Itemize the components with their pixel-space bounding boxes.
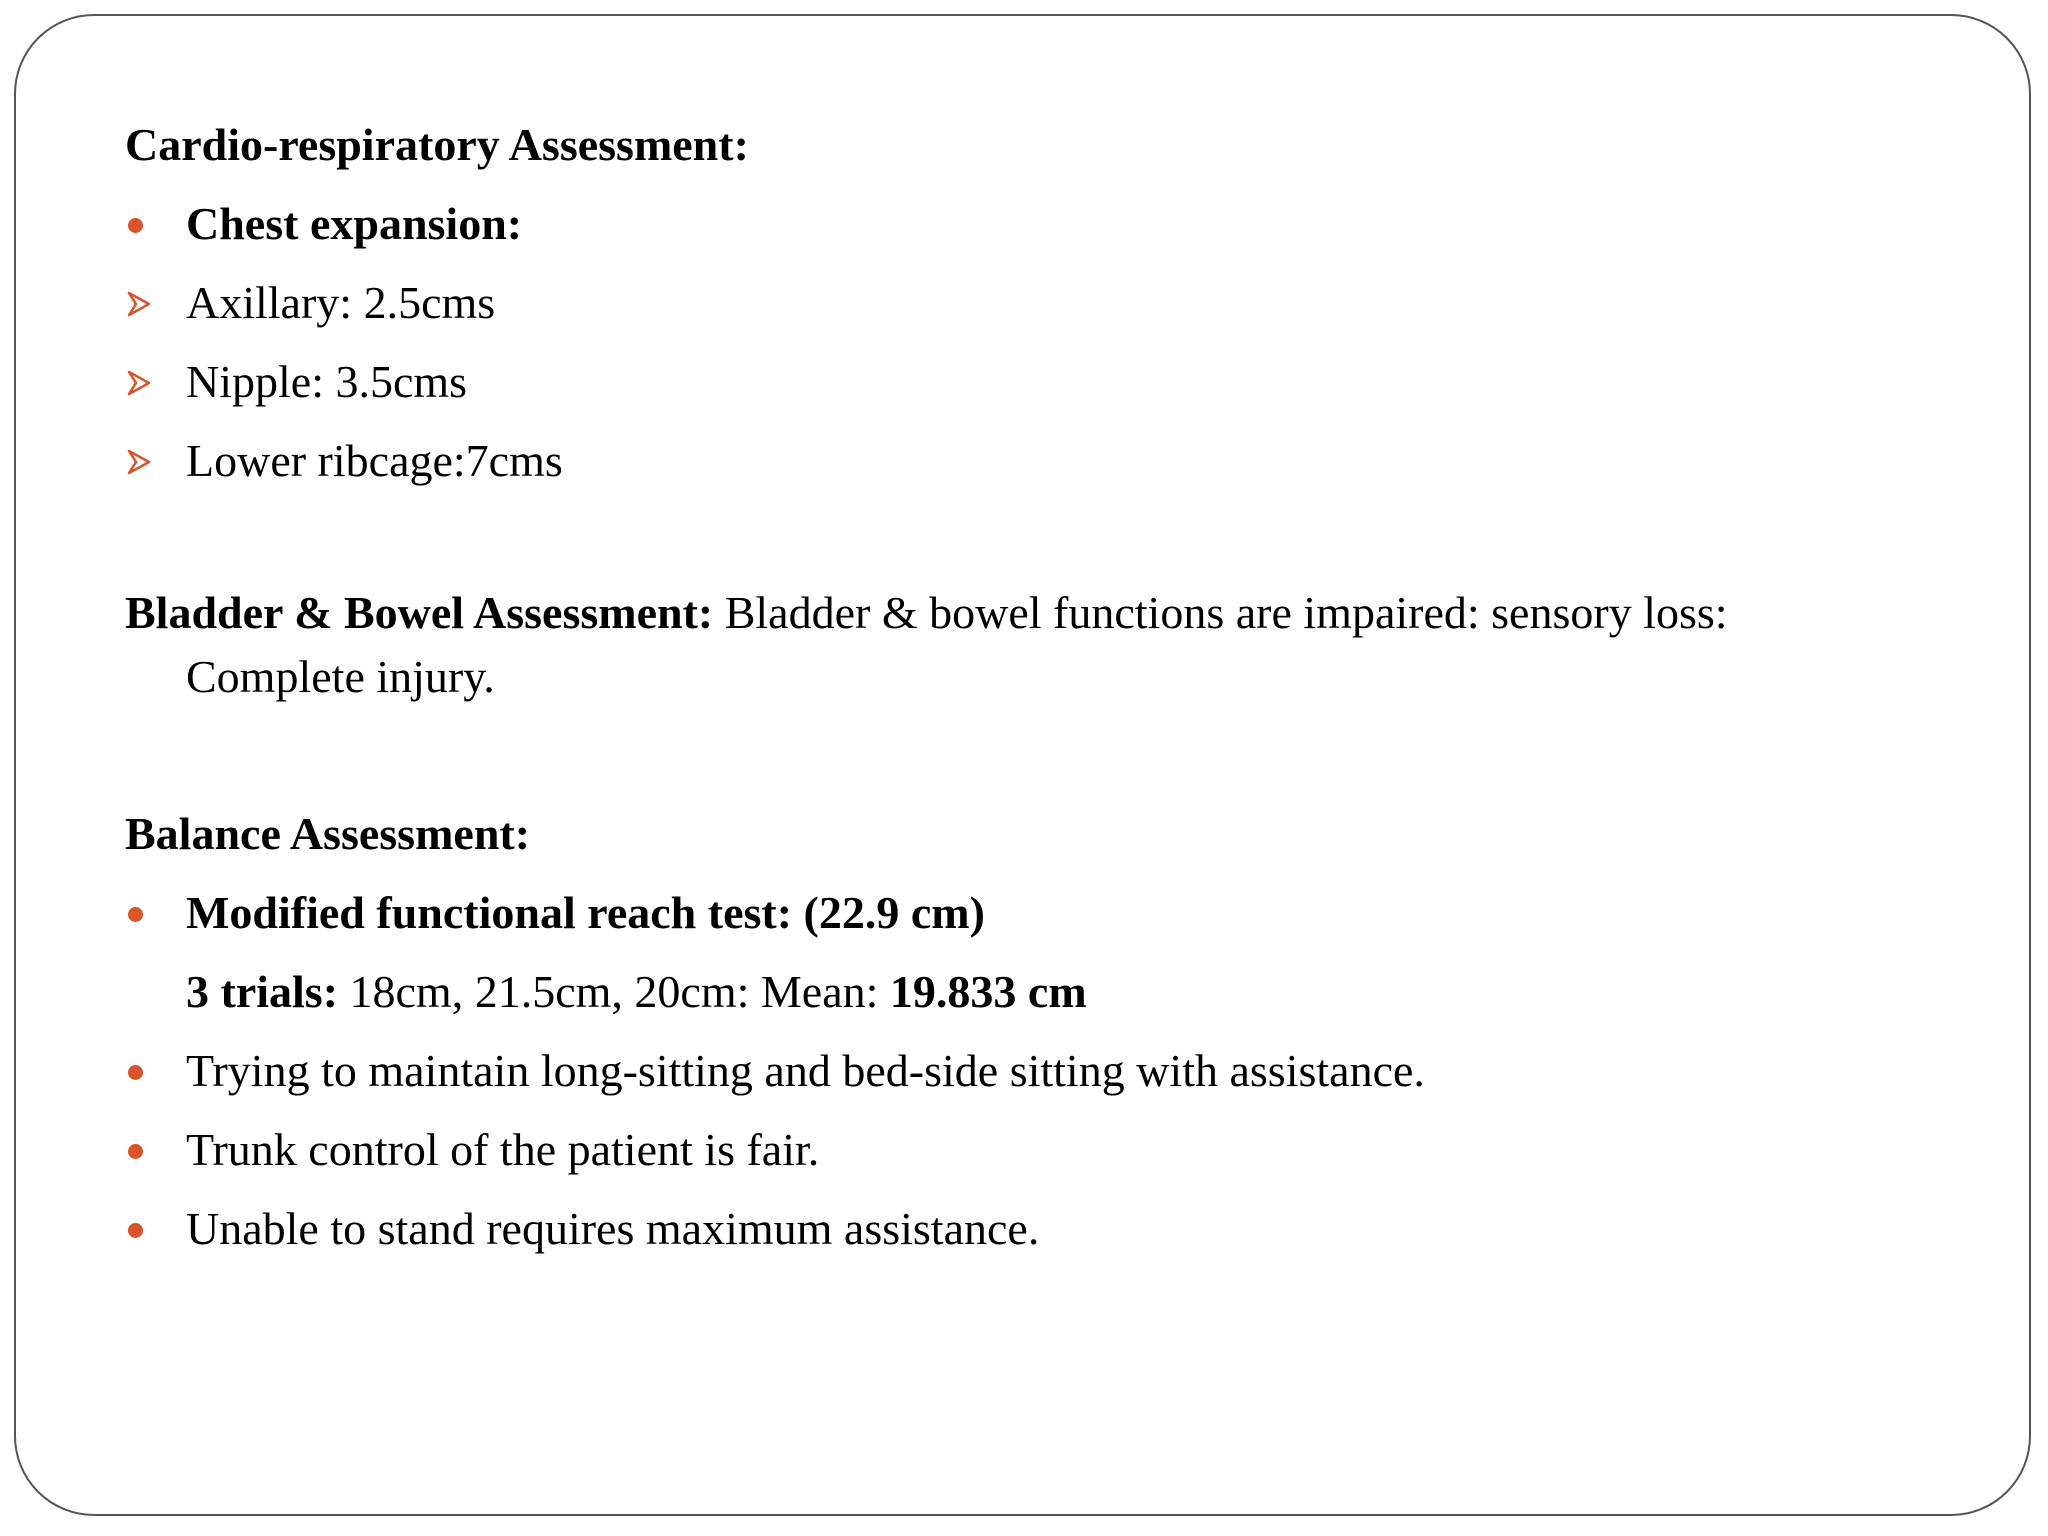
arrow-bullet-icon	[127, 449, 151, 475]
bullet-dot-icon	[128, 1223, 143, 1238]
balance-heading: Balance Assessment:	[125, 808, 531, 859]
nipple-item	[125, 343, 467, 421]
trunk-text: Trunk control of the patient is fair.	[186, 1124, 820, 1175]
balance-bullet-stand	[125, 1190, 1039, 1268]
bullet-dot-icon	[128, 1144, 143, 1159]
bullet-dot-icon	[128, 907, 143, 922]
axillary-text: Axillary: 2.5cms	[186, 277, 496, 328]
cardio-heading: Cardio-respiratory Assessment:	[125, 119, 749, 170]
bullet-dot-icon	[128, 218, 143, 233]
trials-mean: 19.833 cm	[889, 966, 1087, 1017]
sitting-text: Trying to maintain long-sitting and bed-side sitting with assistance.	[186, 1045, 1425, 1096]
bladder-text-line2: Complete injury.	[186, 651, 495, 702]
chest-expansion-label: Chest expansion:	[186, 198, 523, 249]
lower-ribcage-text: Lower ribcage:7cms	[186, 435, 563, 486]
arrow-bullet-icon	[127, 370, 151, 396]
mfrt-label: Modified functional reach test: (22.9 cm)	[186, 887, 985, 938]
bladder-paragraph	[125, 581, 1955, 709]
nipple-text: Nipple: 3.5cms	[186, 356, 468, 407]
bladder-heading: Bladder & Bowel Assessment:	[125, 587, 714, 638]
mfrt-item	[125, 874, 985, 952]
balance-bullet-sitting	[125, 1032, 1425, 1110]
bullet-dot-icon	[128, 1065, 143, 1080]
arrow-bullet-icon	[127, 291, 151, 317]
stand-text: Unable to stand requires maximum assistance.	[186, 1203, 1040, 1254]
bladder-text-line1: Bladder & bowel functions are impaired: sensory loss:	[713, 587, 1728, 638]
axillary-item	[125, 264, 495, 342]
lower-ribcage-item	[125, 422, 563, 500]
trials-values: 18cm, 21.5cm, 20cm: Mean:	[338, 966, 890, 1017]
chest-expansion-item	[125, 185, 522, 263]
trials-label: 3 trials:	[186, 966, 339, 1017]
balance-bullet-trunk	[125, 1111, 819, 1189]
trials-line	[125, 953, 1087, 1031]
